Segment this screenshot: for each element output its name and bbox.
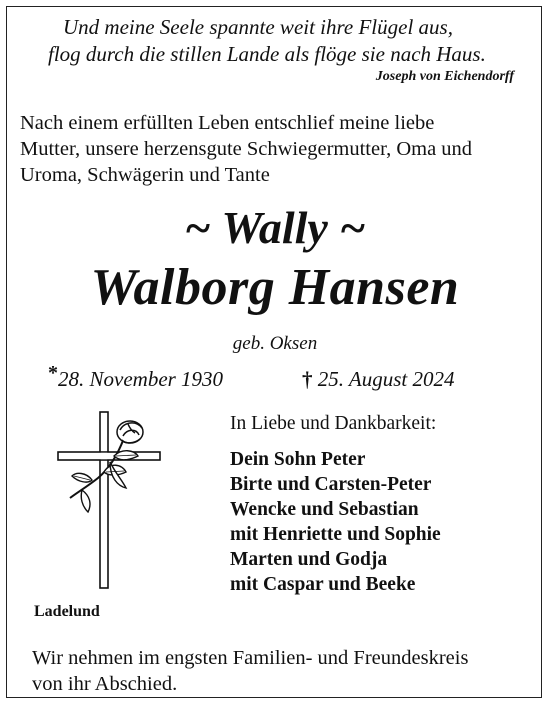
poem-line: Und meine Seele spannte weit ihre Flügel aus, [63,15,453,39]
mourner-name: Marten und Godja [230,549,388,570]
intro-line: Mutter, unsere herzensgute Schwiegermutter, Oma und [20,138,473,160]
mourner-name: Birte und Carsten-Peter [230,474,432,495]
mourner-name: Wencke und Sebastian [230,499,419,520]
deceased-full-name: Walborg Hansen [90,259,460,316]
poem-author: Joseph von Eichendorff [375,69,514,84]
death-date-line [302,365,454,393]
farewell-line: von ihr Abschied. [32,673,178,695]
farewell-line: Wir nehmen im engsten Familien- und Freundeskreis [32,647,469,669]
birth-date: 28. November 1930 [58,367,224,391]
mourner-name: Dein Sohn Peter [230,449,366,470]
poem-line: flog durch die stillen Lande als flöge sie nach Haus. [48,42,486,66]
birth-star-icon: * [48,362,58,384]
place-name: Ladelund [34,603,100,620]
deceased-nickname: ~ Wally ~ [184,202,366,253]
intro-text [20,110,530,188]
death-cross-icon: † [302,367,313,391]
farewell-text [32,645,468,697]
cross-with-rose-icon [52,402,172,592]
intro-line: Nach einem erfüllten Leben entschlief meine liebe [20,112,435,134]
deceased-maiden-name: geb. Oksen [232,333,318,354]
mourner-name: mit Caspar und Beeke [230,574,416,595]
mourner-name: mit Henriette und Sophie [230,524,441,545]
death-date: 25. August 2024 [317,367,455,391]
mourners-list [230,447,441,597]
intro-line: Uroma, Schwägerin und Tante [20,164,270,186]
birth-date-line [48,362,224,394]
mourners-intro: In Liebe und Dankbarkeit: [230,413,437,434]
